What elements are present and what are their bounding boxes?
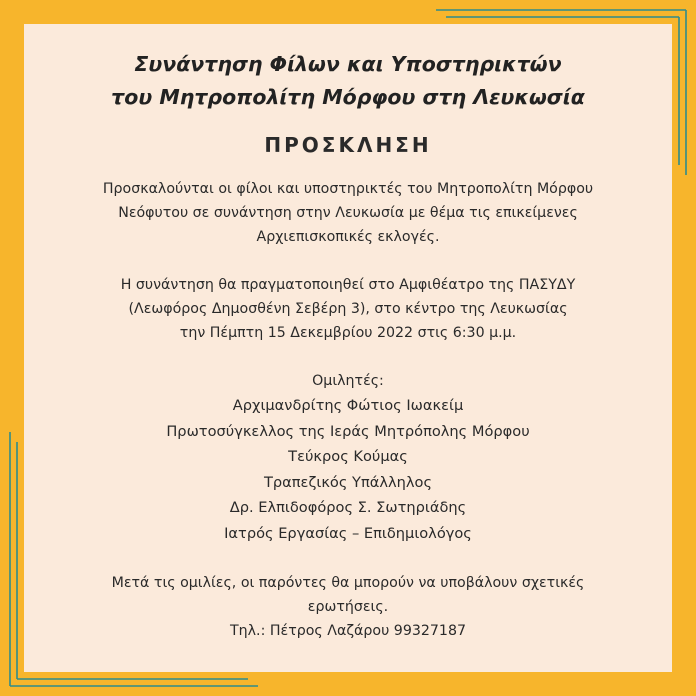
event-title [24, 48, 672, 114]
speakers-label: Ομιλητές: [312, 373, 384, 389]
intro-line: Νεόφυτου σε συνάντηση στην Λευκωσία με θέμα τις επικείμενες [118, 205, 578, 221]
details-line: Η συνάντηση θα πραγματοποιηθεί στο Αμφιθέατρο της ΠΑΣΥΔΥ [120, 277, 576, 293]
speaker-line: Αρχιμανδρίτης Φώτιος Ιωακείμ [232, 397, 464, 414]
details-paragraph [24, 273, 672, 345]
invitation-heading: ΠΡΟΣΚΛΗΣΗ [264, 133, 432, 157]
details-line: (Λεωφόρος Δημοσθένη Σεβέρη 3), στο κέντρο της Λευκωσίας [128, 301, 568, 317]
speaker-line: Τραπεζικός Υπάλληλος [263, 473, 433, 491]
intro-paragraph [24, 177, 672, 249]
event-title-line: του Μητροπολίτη Μόρφου στη Λευκωσία [111, 85, 585, 109]
details-line: την Πέμπτη 15 Δεκεμβρίου 2022 στις 6:30 μ.μ. [179, 325, 517, 341]
intro-line: Αρχιεπισκοπικές εκλογές. [256, 229, 440, 245]
invitation-content [24, 24, 672, 643]
intro-line: Προσκαλούνται οι φίλοι και υποστηρικτές του Μητροπολίτη Μόρφου [102, 181, 594, 197]
speaker-line: Τεύκρος Κούμας [288, 448, 408, 466]
contact-phone: Τηλ.: Πέτρος Λαζάρου 99327187 [230, 622, 466, 639]
speakers-list [24, 393, 672, 547]
event-title-line: Συνάντηση Φίλων και Υποστηρικτών [134, 52, 562, 76]
closing-paragraph [24, 571, 672, 619]
closing-line: ερωτήσεις. [307, 598, 389, 615]
speaker-line: Πρωτοσύγκελλος της Ιεράς Μητρόπολης Μόρφου [166, 422, 530, 440]
speaker-line: Ιατρός Εργασίας – Επιδημιολόγος [224, 524, 472, 542]
closing-line: Μετά τις ομιλίες, οι παρόντες θα μπορούν να υποβάλουν σχετικές [111, 574, 585, 591]
speaker-line: Δρ. Ελπιδοφόρος Σ. Σωτηριάδης [229, 499, 467, 517]
